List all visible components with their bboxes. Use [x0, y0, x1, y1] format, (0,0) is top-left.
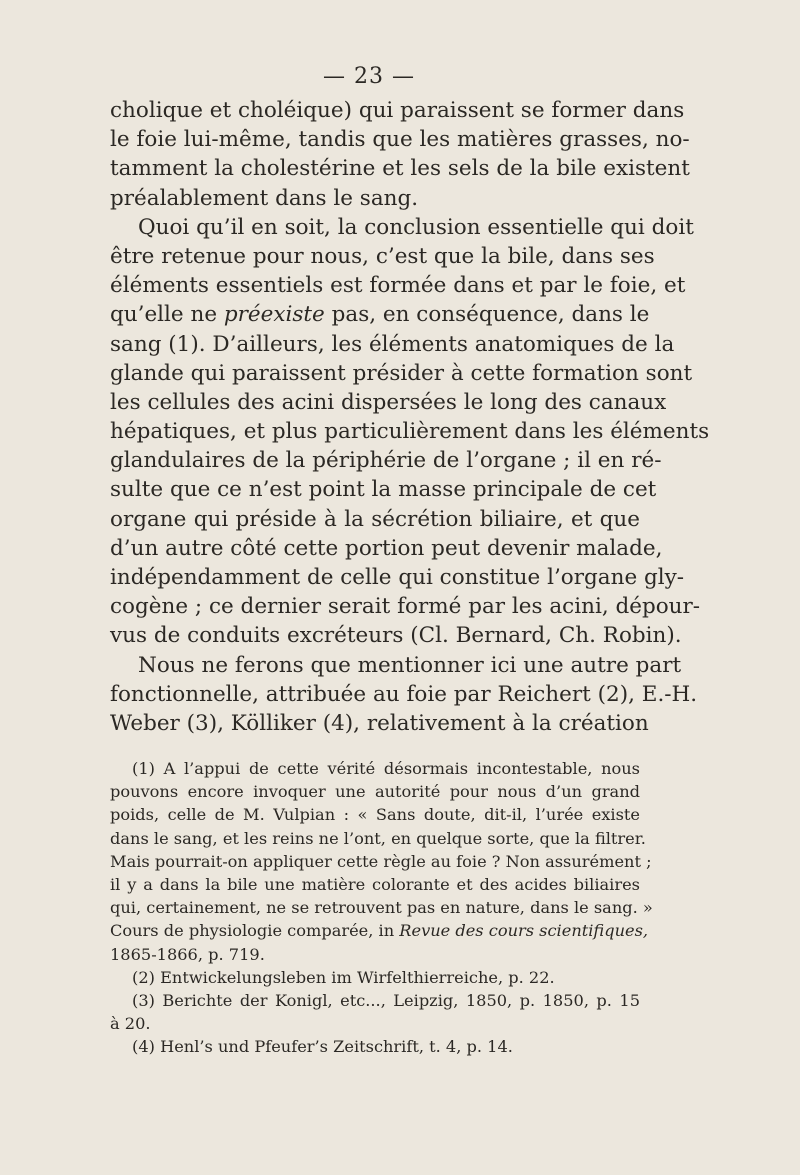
footnote-line: pouvons encore invoquer une autorité pour nous d’un grand	[110, 782, 640, 802]
body-line: d’un autre côté cette portion peut devenir malade,	[110, 535, 663, 561]
footnote-line: (4) Henl’s und Pfeufer’s Zeitschrift, t. 4, p. 14.	[132, 1037, 513, 1057]
body-line: préalablement dans le sang.	[110, 185, 419, 211]
body-line: fonctionnelle, attribuée au foie par Reichert (2), E.-H.	[110, 681, 698, 707]
body-line: Quoi qu’il en soit, la conclusion essentielle qui doit	[138, 214, 694, 240]
body-line: tamment la cholestérine et les sels de la bile existent	[110, 156, 690, 182]
body-line: cholique et choléique) qui paraissent se former dans	[110, 98, 685, 123]
body-line: glandulaires de la périphérie de l’organe ; il en ré-	[110, 448, 662, 474]
body-line: le foie lui-même, tandis que les matières grasses, no-	[110, 127, 690, 153]
footnote-line: à 20.	[110, 1014, 151, 1034]
footnote-line-text: Cours de physiologie comparée, in	[110, 921, 400, 941]
body-line: hépatiques, et plus particulièrement dans les éléments	[110, 419, 710, 445]
footnote-line: (2) Entwickelungsleben im Wirfelthierreiche, p. 22.	[132, 967, 555, 987]
main-text	[110, 96, 710, 738]
body-line: être retenue pour nous, c’est que la bile, dans ses	[110, 243, 655, 269]
footnote-line: qui, certainement, ne se retrouvent pas en nature, dans le sang. »	[110, 898, 653, 918]
body-line: éléments essentiels est formée dans et par le foie, et	[110, 273, 686, 299]
footnote-line: dans le sang, et les reins ne l’ont, en quelque sorte, que la filtrer.	[110, 828, 646, 848]
footnote-line-emphasis: Revue des cours scientifiques,	[399, 921, 649, 941]
body-line: cogène ; ce dernier serait formé par les acini, dépour-	[110, 594, 701, 620]
body-line: Weber (3), Kölliker (4), relativement à la création	[110, 710, 649, 736]
body-line	[110, 300, 650, 329]
footnote-line: (1) A l’appui de cette vérité désormais incontestable, nous	[132, 759, 640, 778]
body-line-emphasis: préexiste	[223, 302, 325, 328]
footnote-line: il y a dans la bile une matière colorante et des acides biliaires	[110, 874, 640, 894]
footnote-line: poids, celle de M. Vulpian : « Sans doute, dit-il, l’urée existe	[110, 805, 640, 825]
body-line-text: pas, en conséquence, dans le	[324, 302, 650, 328]
footnotes	[110, 757, 653, 1058]
footnote-line	[110, 919, 649, 942]
body-line: indépendamment de celle qui constitue l’organe gly-	[110, 565, 685, 590]
footnote-line: (3) Berichte der Konigl, etc..., Leipzig, 1850, p. 1850, p. 15	[132, 990, 640, 1010]
body-line: Nous ne ferons que mentionner ici une autre part	[138, 652, 682, 678]
body-line-text: qu’elle ne	[110, 302, 224, 328]
body-line: sang (1). D’ailleurs, les éléments anatomiques de la	[110, 331, 675, 357]
body-line: vus de conduits excréteurs (Cl. Bernard, Ch. Robin).	[110, 623, 682, 649]
body-line: les cellules des acini dispersées le long des canaux	[110, 389, 667, 415]
footnote-line: Mais pourrait-on appliquer cette règle au foie ? Non assurément ;	[110, 851, 652, 871]
page-number: — 23 —	[323, 64, 415, 89]
body-line: sulte que ce n’est point la masse principale de cet	[110, 477, 657, 503]
footnote-line: 1865-1866, p. 719.	[110, 944, 265, 964]
body-line: organe qui préside à la sécrétion biliaire, et que	[110, 506, 640, 532]
body-line: glande qui paraissent présider à cette formation sont	[110, 360, 693, 386]
